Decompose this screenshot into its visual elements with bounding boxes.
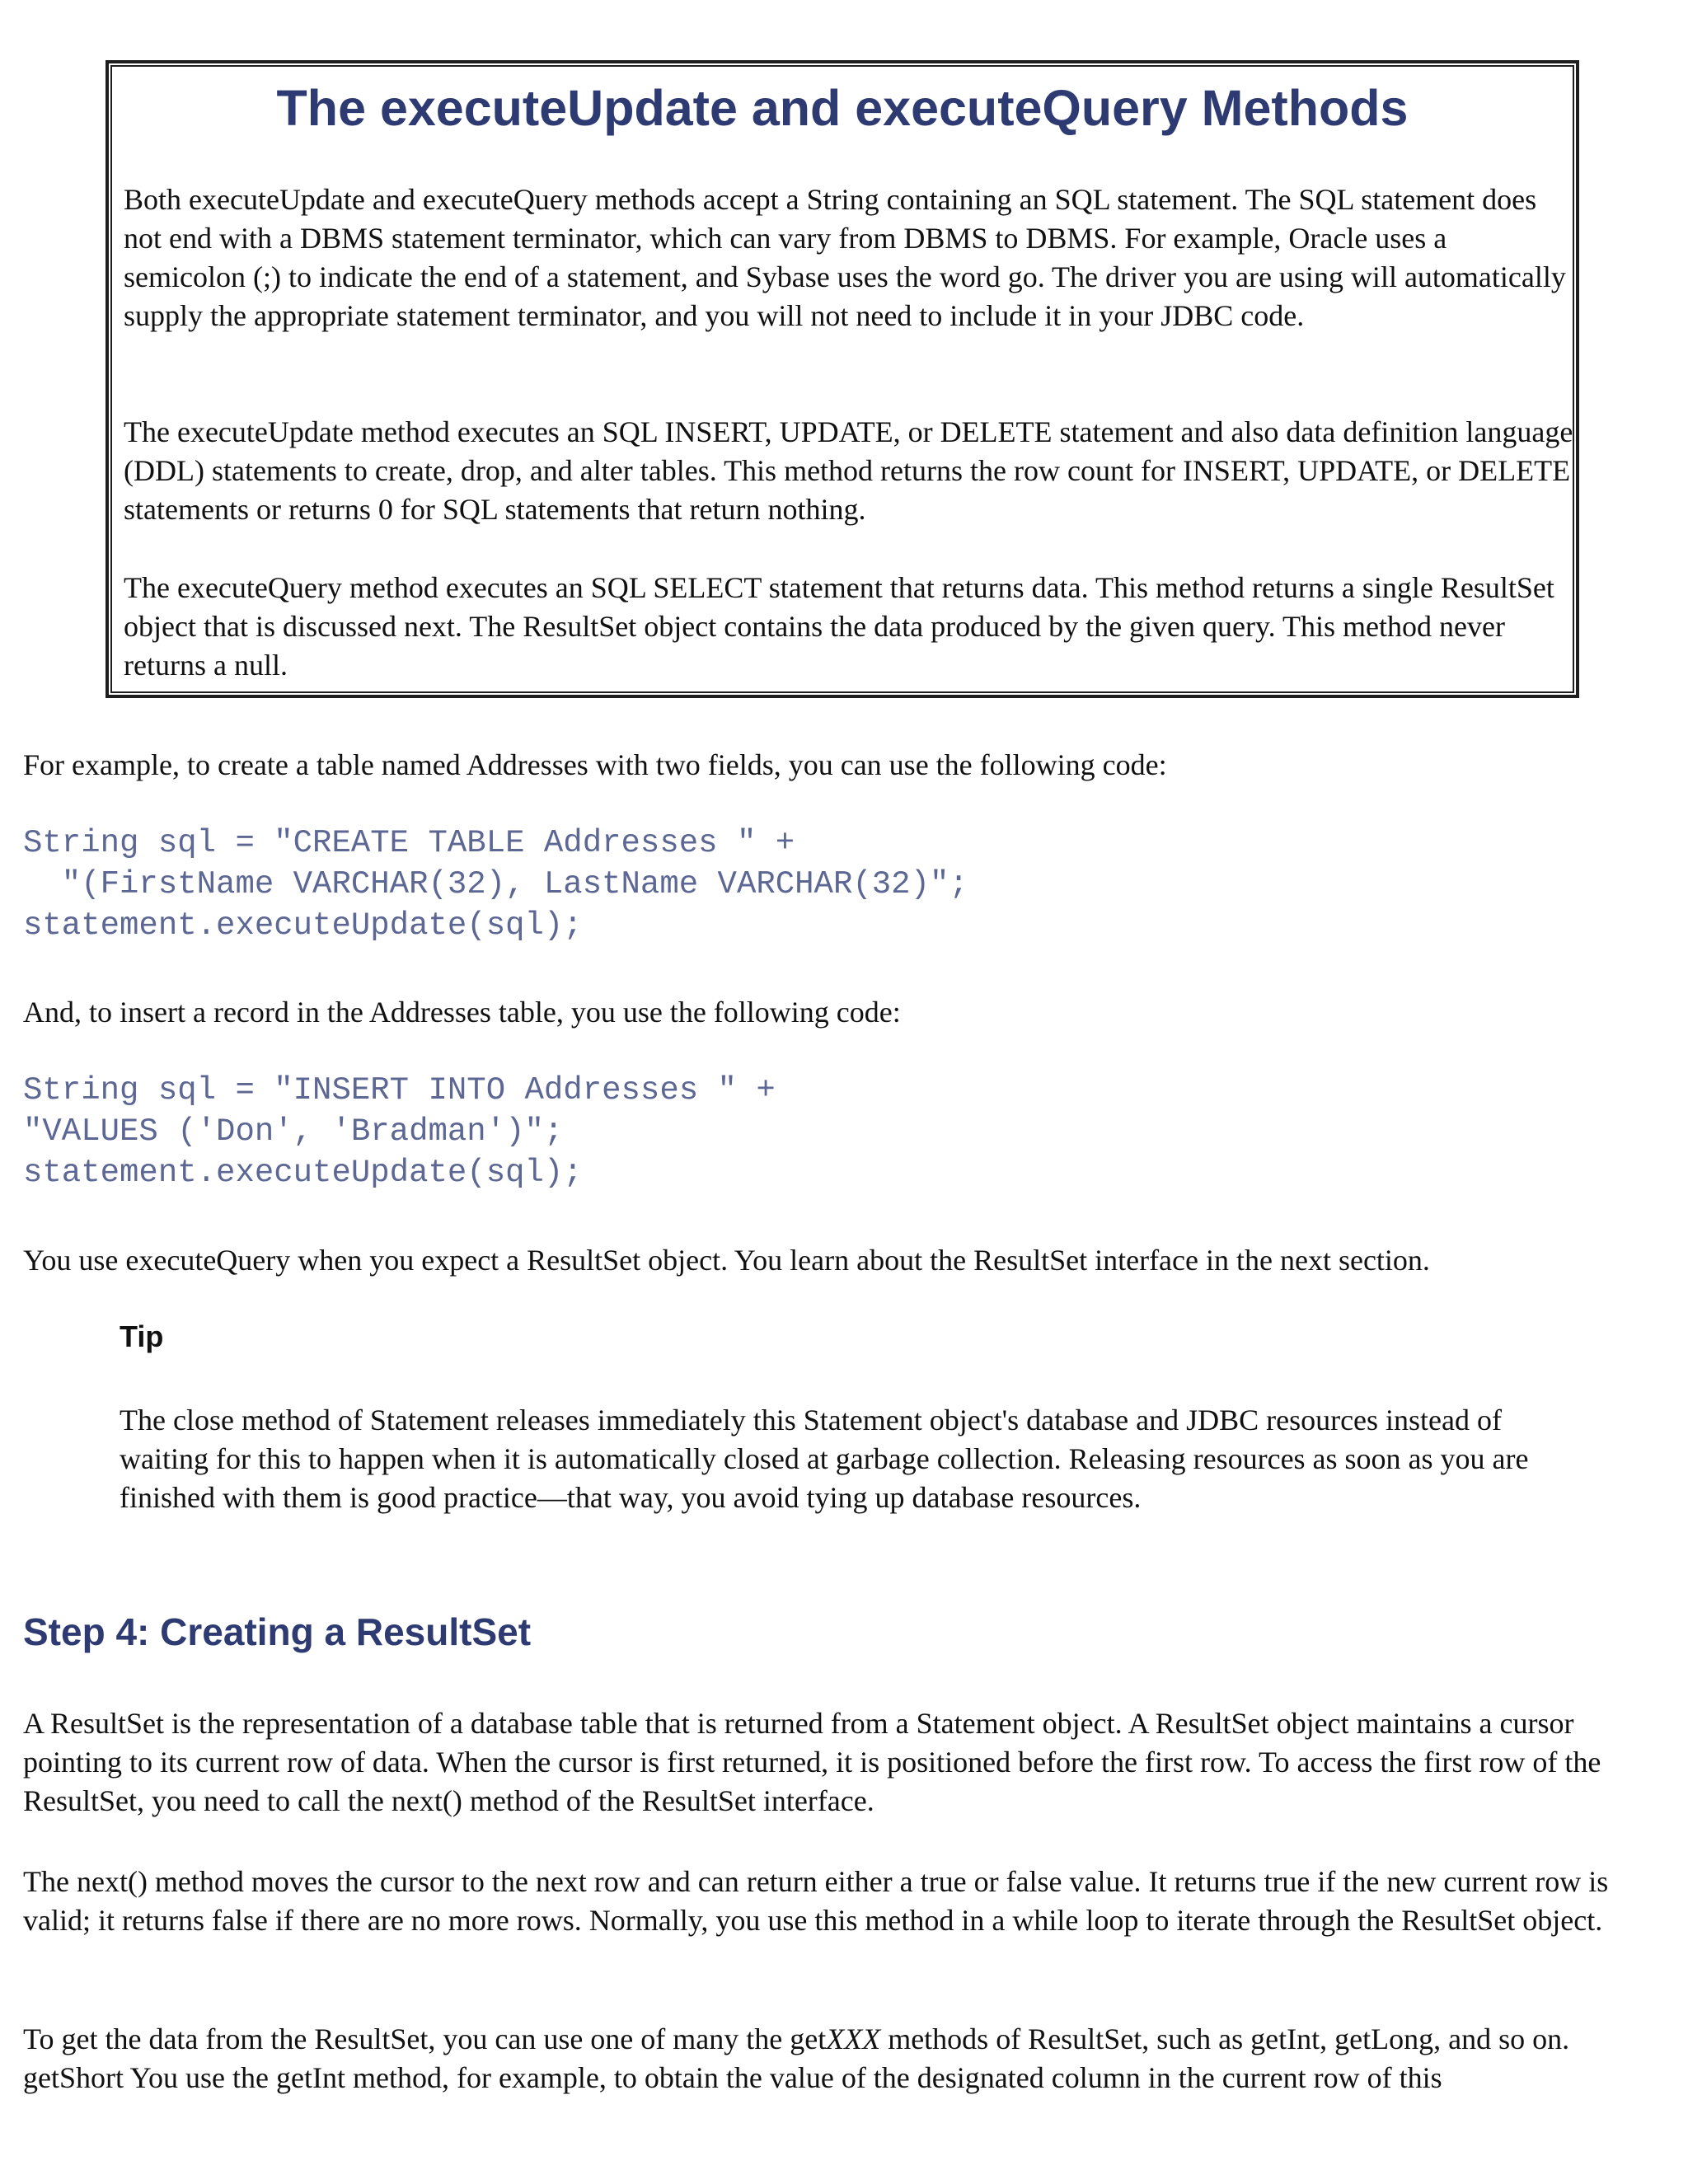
code-block-create-table: String sql = "CREATE TABLE Addresses " + "(FirstName VARCHAR(32), LastName VARCHAR(32)"; statement.executeUpdate(sql);	[23, 825, 968, 944]
section-paragraph-3	[23, 2020, 1663, 2097]
intro-insert-record: And, to insert a record in the Addresses table, you use the following code:	[23, 996, 901, 1029]
sidebar-box	[106, 60, 1579, 698]
paragraph-3-text-end: methods of ResultSet, such as getInt, getLong, and so on. getShort You use the getInt method, for example, to obtain the value of the designated column in the current row of this	[23, 2022, 1570, 2094]
paragraph-3-text-start: To get the data from the ResultSet, you can use one of many the get	[23, 2022, 827, 2055]
tip-label: Tip	[120, 1319, 164, 1353]
xxx-italic-term: XXX	[826, 2022, 881, 2055]
sidebar-paragraph-3: The executeQuery method executes an SQL SELECT statement that returns data. This method returns a single ResultSet object that is discussed next. The ResultSet object contains the data produced by the given query. This method never returns a null.	[124, 571, 1554, 682]
sidebar-paragraph-1: Both executeUpdate and executeQuery methods accept a String containing an SQL statement. The SQL statement does not end with a DBMS statement terminator, which can vary from DBMS to DBMS. For example, Oracle uses a semicolon (;) to indicate the end of a statement, and Sybase uses the word go. The driver you are using will automatically supply the appropriate statement terminator, and you will not need to include it in your JDBC code.	[124, 183, 1566, 332]
section-paragraph-2: The next() method moves the cursor to the next row and can return either a true or false value. It returns true if the new current row is valid; it returns false if there are no more rows. Normally, you use this method in a while loop to iterate through the ResultSet object.	[23, 1865, 1609, 1937]
code-block-insert-record: String sql = "INSERT INTO Addresses " + "VALUES ('Don', 'Bradman')"; statement.executeUpdate(sql);	[23, 1072, 776, 1191]
sidebar-paragraph-2: The executeUpdate method executes an SQL INSERT, UPDATE, or DELETE statement and also data definition language (DDL) statements to create, drop, and alter tables. This method returns the row count for INSERT, UPDATE, or DELETE statements or returns 0 for SQL statements that return nothing.	[124, 415, 1573, 526]
section-paragraph-1: A ResultSet is the representation of a database table that is returned from a Statement object. A ResultSet object maintains a cursor pointing to its current row of data. When the cursor is first returned, it is positioned before the first row. To access the first row of the ResultSet, you need to call the next() method of the ResultSet interface.	[23, 1707, 1601, 1817]
section-heading: Step 4: Creating a ResultSet	[23, 1610, 532, 1653]
sidebar-title: The executeUpdate and executeQuery Methods	[276, 80, 1409, 136]
intro-create-table: For example, to create a table named Addresses with two fields, you can use the following code:	[23, 748, 1167, 781]
tip-text: The close method of Statement releases immediately this Statement object's database and JDBC resources instead of waiting for this to happen when it is automatically closed at garbage collection. Releasing resources as soon as you are finished with them is good practice—that way, you avoid tying up database resources.	[120, 1404, 1529, 1514]
executequery-note: You use executeQuery when you expect a ResultSet object. You learn about the ResultSet interface in the next section.	[23, 1244, 1430, 1277]
